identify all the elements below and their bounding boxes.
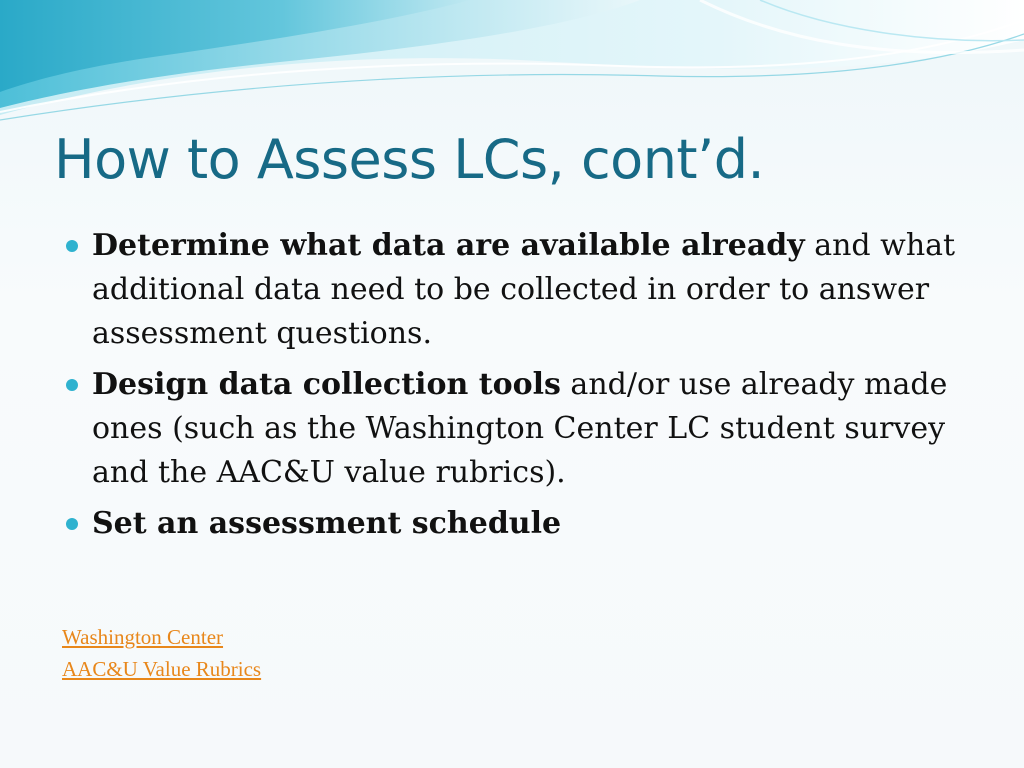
bullet-bold-text: Set an assessment schedule [92, 506, 562, 541]
reference-links [62, 621, 261, 685]
bullet-text: and what additional data need to be collected in order to answer assessment questions. [92, 228, 956, 351]
bullet-icon [66, 240, 78, 252]
bullet-item [92, 224, 972, 356]
washington-center-link[interactable]: Washington Center [62, 625, 224, 649]
aacu-value-rubrics-link[interactable]: AAC&U Value Rubrics [62, 657, 262, 681]
bullet-item [92, 363, 972, 495]
bullet-bold-text: Determine what data are available already [92, 228, 805, 263]
header-wave-decoration [0, 0, 1024, 130]
slide-title: How to Assess LCs, cont’d. [54, 128, 765, 191]
bullet-icon [66, 379, 78, 391]
bullet-item [92, 502, 972, 546]
bullet-icon [66, 518, 78, 530]
bullet-bold-text: Design data collection tools [92, 367, 561, 402]
bullet-text: and/or use already made ones (such as the Washington Center LC student survey and the AAC&U value rubrics). [92, 367, 948, 490]
bullet-list [92, 224, 972, 553]
